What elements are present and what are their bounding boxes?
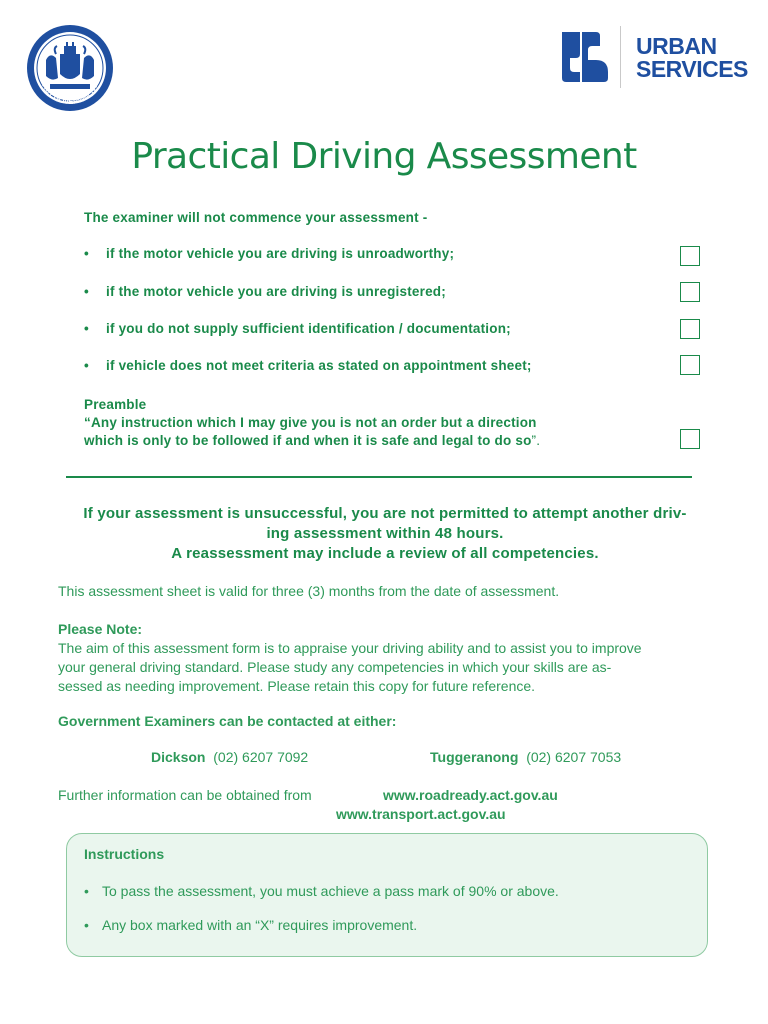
contact-dickson (151, 749, 308, 765)
tuggeranong-phone: (02) 6207 7053 (526, 749, 622, 765)
section-divider (66, 476, 692, 478)
condition-text: if the motor vehicle you are driving is unregistered; (106, 284, 446, 299)
bullet: • (84, 284, 89, 299)
dickson-phone: (02) 6207 7092 (213, 749, 309, 765)
instruction-item (84, 917, 417, 933)
note-line-3: sessed as needing improvement. Please retain this copy for future reference. (58, 678, 536, 694)
validity-text: This assessment sheet is valid for three (3) months from the date of assessment. (58, 583, 560, 599)
roadready-link[interactable]: www.roadready.act.gov.au (383, 787, 558, 803)
preamble (84, 396, 540, 450)
condition-item (84, 284, 446, 299)
condition-checkbox[interactable] (680, 282, 700, 302)
note-block (58, 620, 738, 696)
contacts-heading: Government Examiners can be contacted at either: (58, 713, 397, 729)
preamble-heading: Preamble (84, 397, 147, 412)
further-info-text: Further information can be obtained from (58, 787, 312, 803)
brand-line-2: SERVICES (636, 56, 748, 82)
page-title: Practical Driving Assessment (131, 136, 637, 177)
condition-text: if the motor vehicle you are driving is unroadworthy; (106, 246, 455, 261)
warning-line-2: ing assessment within 48 hours. (266, 525, 504, 542)
urban-services-wordmark (636, 35, 748, 81)
condition-item (84, 358, 532, 373)
condition-text: if vehicle does not meet criteria as stated on appointment sheet; (106, 358, 532, 373)
brand-line-1: URBAN (636, 33, 717, 59)
warning-line-1: If your assessment is unsuccessful, you are not permitted to attempt another driv- (83, 505, 687, 522)
preamble-line-1: “Any instruction which I may give you is not an order but a direction (84, 415, 537, 430)
condition-item (84, 321, 511, 336)
seal-text: ACT GOVERNMENT (40, 81, 100, 107)
condition-item (84, 246, 454, 261)
preamble-checkbox[interactable] (680, 429, 700, 449)
bullet: • (84, 246, 89, 261)
note-line-1: The aim of this assessment form is to appraise your driving ability and to assist you to improve (58, 640, 642, 656)
act-government-seal (26, 24, 114, 112)
preamble-line-2: which is only to be followed if and when it is safe and legal to do so (84, 433, 532, 448)
warning-line-3: A reassessment may include a review of all competencies. (171, 545, 599, 562)
condition-checkbox[interactable] (680, 246, 700, 266)
instruction-text: To pass the assessment, you must achieve a pass mark of 90% or above. (102, 883, 559, 899)
note-heading: Please Note: (58, 621, 143, 637)
bullet: • (84, 358, 89, 373)
bullet: • (84, 321, 89, 336)
urban-services-logo-icon (562, 32, 608, 82)
condition-checkbox[interactable] (680, 319, 700, 339)
dickson-label: Dickson (151, 749, 206, 765)
instruction-text: Any box marked with an “X” requires improvement. (102, 917, 418, 933)
logo-divider (620, 26, 621, 88)
preamble-line-2-end: ”. (531, 433, 541, 448)
instructions-heading: Instructions (84, 846, 165, 862)
bullet: • (84, 917, 89, 933)
tuggeranong-label: Tuggeranong (430, 749, 519, 765)
intro-text: The examiner will not commence your assessment - (84, 210, 428, 225)
instruction-item (84, 883, 559, 899)
condition-checkbox[interactable] (680, 355, 700, 375)
warning-text (40, 504, 730, 564)
condition-text: if you do not supply sufficient identification / documentation; (106, 321, 511, 336)
bullet: • (84, 883, 89, 899)
transport-link[interactable]: www.transport.act.gov.au (336, 806, 506, 822)
note-line-2: your general driving standard. Please study any competencies in which your skills are as- (58, 659, 612, 675)
contact-tuggeranong (430, 749, 621, 765)
